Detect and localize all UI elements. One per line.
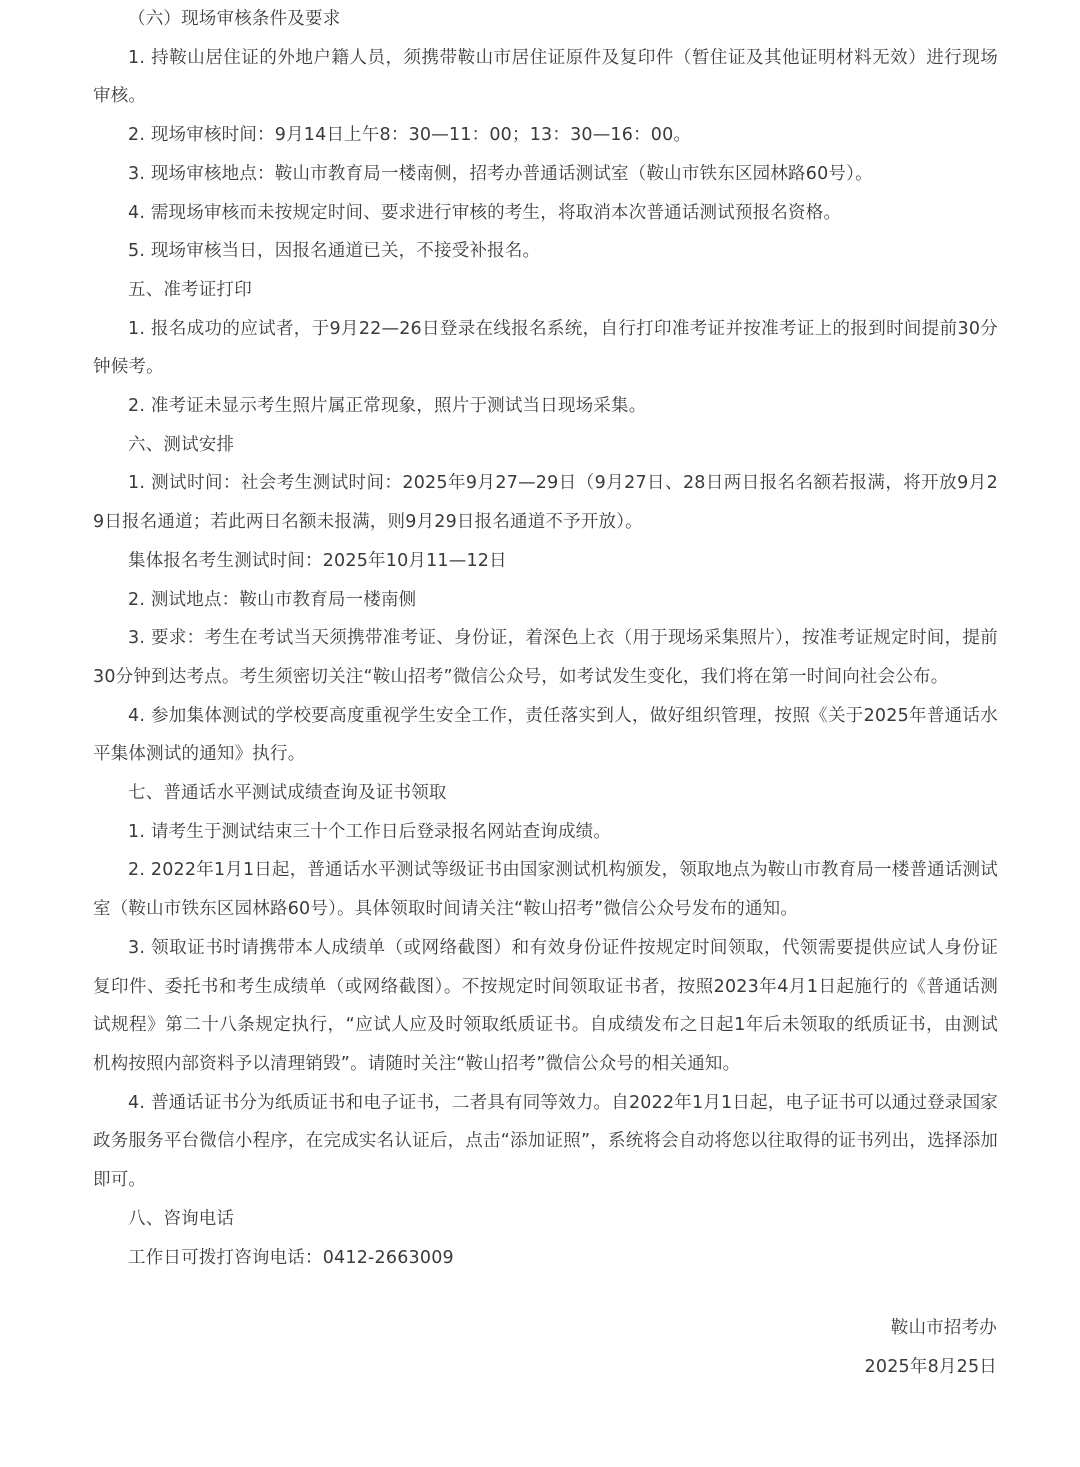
paragraph: 1. 持鞍山居住证的外地户籍人员，须携带鞍山市居住证原件及复印件（暂住证及其他证明材料无效）进行现场审核。 <box>93 47 998 107</box>
section-heading: 八、咨询电话 <box>128 1208 235 1229</box>
document-body <box>93 0 998 1277</box>
section-heading: 六、测试安排 <box>128 434 235 455</box>
section-heading: 五、准考证打印 <box>128 279 252 300</box>
paragraph: 5. 现场审核当日，因报名通道已关，不接受补报名。 <box>128 241 541 262</box>
signature-date: 2025年8月25日 <box>864 1357 997 1377</box>
paragraph: 4. 参加集体测试的学校要高度重视学生安全工作，责任落实到人，做好组织管理，按照《关于2025年普通话水平集体测试的通知》执行。 <box>93 705 998 765</box>
paragraph: 2. 测试地点：鞍山市教育局一楼南侧 <box>128 589 417 610</box>
paragraph: 1. 测试时间：社会考生测试时间：2025年9月27—29日（9月27日、28日两日报名名额若报满，将开放9月29日报名通道；若此两日名额未报满，则9月29日报名通道不予开放）。 <box>93 473 998 533</box>
paragraph: 2. 2022年1月1日起，普通话水平测试等级证书由国家测试机构颁发，领取地点为鞍山市教育局一楼普通话测试室（鞍山市铁东区园林路60号）。具体领取时间请关注“鞍山招考”微信公众号发布的通知。 <box>93 860 998 920</box>
paragraph: 3. 要求：考生在考试当天须携带准考证、身份证，着深色上衣（用于现场采集照片），按准考证规定时间，提前30分钟到达考点。考生须密切关注“鞍山招考”微信公众号，如考试发生变化，我们将在第一时间向社会公布。 <box>93 628 998 687</box>
paragraph: 1. 报名成功的应试者，于9月22—26日登录在线报名系统，自行打印准考证并按准考证上的报到时间提前30分钟候考。 <box>93 318 998 378</box>
paragraph: 2. 准考证未显示考生照片属正常现象，照片于测试当日现场采集。 <box>128 396 647 417</box>
paragraph: 2. 现场审核时间：9月14日上午8：30—11：00；13：30—16：00。 <box>128 125 692 146</box>
section-heading: 七、普通话水平测试成绩查询及证书领取 <box>128 783 447 804</box>
paragraph: 4. 普通话证书分为纸质证书和电子证书，二者具有同等效力。自2022年1月1日起，电子证书可以通过登录国家政务服务平台微信小程序，在完成实名认证后，点击“添加证照”，系统将会自动将您以往取得的证书列出，选择添加即可。 <box>93 1092 998 1191</box>
contact-phone: 工作日可拨打咨询电话：0412-2663009 <box>128 1247 454 1268</box>
paragraph: 1. 请考生于测试结束三十个工作日后登录报名网站查询成绩。 <box>128 821 612 842</box>
paragraph: 4. 需现场审核而未按规定时间、要求进行审核的考生，将取消本次普通话测试预报名资格。 <box>128 202 842 223</box>
signature-org: 鞍山市招考办 <box>890 1318 997 1338</box>
paragraph: 3. 领取证书时请携带本人成绩单（或网络截图）和有效身份证件按规定时间领取，代领需要提供应试人身份证复印件、委托书和考生成绩单（或网络截图）。不按规定时间领取证书者，按照2023年4月1日起施行的《普通话测试规程》第二十八条规定执行，“应试人应及时领取纸质证书。自成绩发布之日起1年后未领取的纸质证书，由测试机构按照内部资料予以清理销毁”。请随时关注“鞍山招考”微信公众号的相关通知。 <box>93 937 998 1074</box>
section-heading: （六）现场审核条件及要求 <box>128 9 341 29</box>
paragraph: 3. 现场审核地点：鞍山市教育局一楼南侧，招考办普通话测试室（鞍山市铁东区园林路60号）。 <box>128 163 873 184</box>
paragraph: 集体报名考生测试时间：2025年10月11—12日 <box>128 550 507 571</box>
